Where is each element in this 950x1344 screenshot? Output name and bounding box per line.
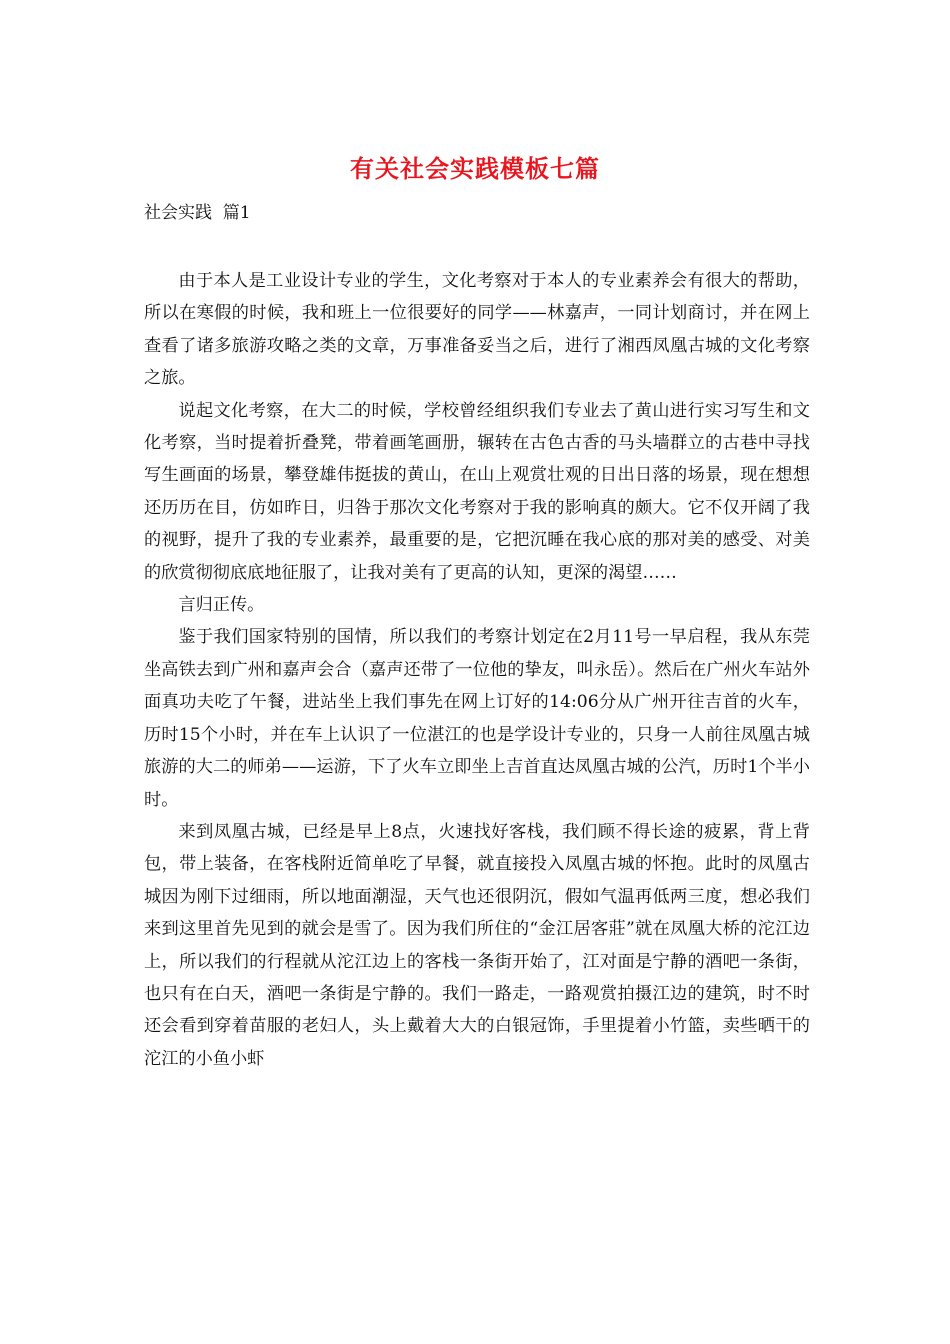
document-title: 有关社会实践模板七篇 [350,154,600,183]
document-body [144,265,810,1075]
section-heading: 社会实践 篇1 [144,203,251,223]
paragraph: 说起文化考察，在大二的时候，学校曾经组织我们专业去了黄山进行实习写生和文化考察，当时提着折叠凳，带着画笔画册，辗转在古色古香的马头墙群立的古巷中寻找写生画面的场景，攀登雄伟挺拔的黄山，在山上观赏壮观的日出日落的场景，现在想想还历历在目，仿如昨日，归咎于那次文化考察对于我的影响真的颇大。它不仅开阔了我的视野，提升了我的专业素养，最重要的是，它把沉睡在我心底的那对美的感受、对美的欣赏彻彻底底地征服了，让我对美有了更高的认知，更深的渴望…… [144,400,810,583]
paragraph: 来到凤凰古城，已经是早上8点，火速找好客栈，我们顾不得长途的疲累，背上背包，带上装备，在客栈附近简单吃了早餐，就直接投入凤凰古城的怀抱。此时的凤凰古城因为刚下过细雨，所以地面潮湿，天气也还很阴沉，假如气温再低两三度，想必我们来到这里首先见到的就会是雪了。因为我们所住的“金江居客莊”就在凤凰大桥的沱江边上，所以我们的行程就从沱江边上的客栈一条街开始了，江对面是宁静的酒吧一条街，也只有在白天，酒吧一条街是宁静的。我们一路走，一路观赏拍摄江边的建筑，时不时还会看到穿着苗服的老妇人，头上戴着大大的白银冠饰，手里提着小竹篮，卖些晒干的沱江的小鱼小虾 [144,821,810,1069]
paragraph: 言归正传。 [178,595,265,616]
paragraph: 由于本人是工业设计专业的学生，文化考察对于本人的专业素养会有很大的帮助，所以在寒假的时候，我和班上一位很要好的同学——林嘉声，一同计划商讨，并在网上查看了诸多旅游攻略之类的文章，万事准备妥当之后，进行了湘西凤凰古城的文化考察之旅。 [144,271,810,389]
paragraph: 鉴于我们国家特别的国情，所以我们的考察计划定在2月11号一早启程，我从东莞坐高铁去到广州和嘉声会合（嘉声还带了一位他的挚友，叫永岳）。然后在广州火车站外面真功夫吃了午餐，进站坐上我们事先在网上订好的14:06分从广州开往吉首的火车，历时15个小时，并在车上认识了一位湛江的也是学设计专业的，只身一人前往凤凰古城旅游的大二的师弟——运游，下了火车立即坐上吉首直达凤凰古城的公汽，历时1个半小时。 [144,627,810,810]
